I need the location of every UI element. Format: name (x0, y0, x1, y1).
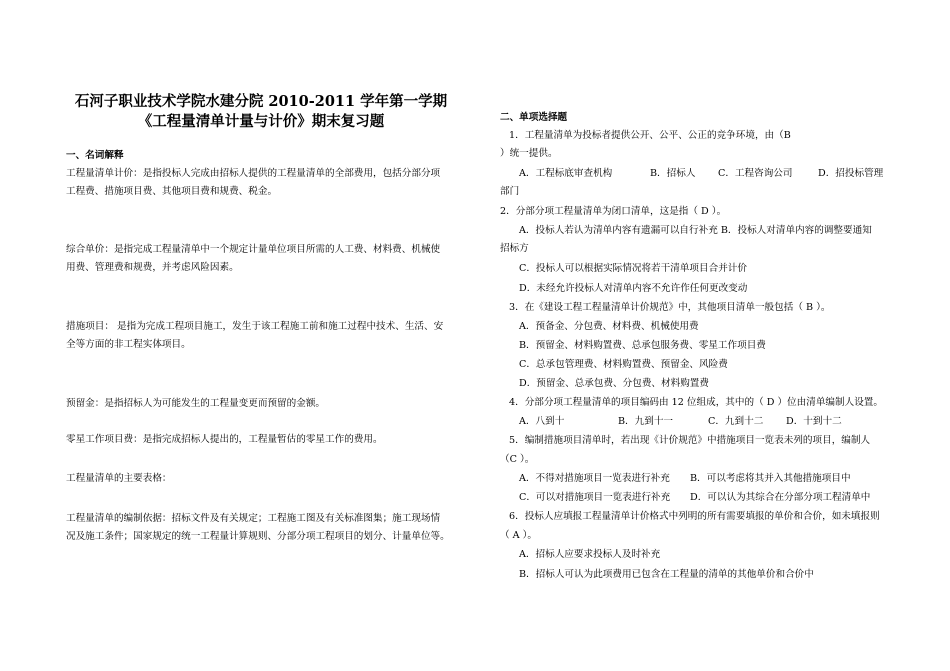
question-stem: （ A ）。 (500, 530, 538, 541)
document-subtitle: 《工程量清单计量与计价》期末复习题 (137, 113, 385, 130)
question-stem: 6．投标人应填报工程量清单计价格式中列明的所有需要填报的单价和合价，如未填报则 (509, 511, 880, 522)
option-b: B．招标人可认为此项费用已包含在工程量的清单的其他单价和合价中 (519, 569, 814, 580)
option-c: C．九到十二 (708, 416, 764, 427)
option-d: D．招投标管理 (818, 168, 884, 179)
option-c: C．投标人可以根据实际情况将若干清单项目合并计价 (519, 263, 747, 274)
option-d: D．预留金、总承包费、分包费、材料购置费 (519, 378, 709, 389)
option-continued: 招标方 (500, 243, 529, 254)
section-heading: 一、名词解释 (66, 150, 124, 161)
section-heading: 二、单项选择题 (500, 112, 568, 123)
paragraph-line: 综合单价：是指完成工程量清单中一个规定计量单位项目所需的人工费、材料费、机械使 (66, 244, 441, 255)
document-title: 石河子职业技术学院水建分院 2010-2011 学年第一学期 (74, 93, 448, 110)
paragraph-line: 况及施工条件；国家规定的统一工程量计算规则、分部分项工程项目的划分、计量单位等。 (66, 531, 450, 542)
question-stem: （C ）。 (500, 454, 535, 465)
option-a: A．不得对措施项目一览表进行补充 (519, 473, 670, 484)
option-c: C．工程咨询公司 (718, 168, 793, 179)
option-b: B．预留金、材料购置费、总承包服务费、零星工作项目费 (519, 340, 766, 351)
option-a: A．预备金、分包费、材料费、机械使用费 (519, 321, 699, 332)
option-d: D．未经允许投标人对清单内容不允许作任何更改变动 (519, 283, 748, 294)
option-b: B．九到十一 (618, 416, 674, 427)
paragraph-line: 零星工作项目费：是指完成招标人提出的，工程量暂估的零星工作的费用。 (66, 434, 383, 445)
option-a: A．八到十 (519, 416, 565, 427)
paragraph-line: 工程量清单计价：是指投标人完成由招标人提供的工程量清单的全部费用，包括分部分项 (66, 168, 441, 179)
paragraph-line: 工程费、措施项目费、其他项目费和规费、税金。 (66, 186, 278, 197)
option-continued: 部门 (500, 186, 520, 197)
question-stem: 1．工程量清单为投标者提供公开、公平、公正的竞争环境，由（B (509, 130, 791, 141)
option-c: C．可以对措施项目一览表进行补充 (519, 492, 671, 503)
option-a-b: A．投标人若认为清单内容有遗漏可以自行补充 B．投标人对清单内容的调整要通知 (519, 225, 872, 236)
paragraph-line: 工程量清单的编制依据：招标文件及有关规定；工程施工图及有关标准图集；施工现场情 (66, 513, 441, 524)
option-d: D．十到十二 (786, 416, 842, 427)
question-stem: 3．在《建设工程工程量清单计价规范》中，其他项目清单一般包括（ B ）。 (509, 302, 831, 313)
option-b: B．可以考虑将其并入其他措施项目中 (690, 473, 851, 484)
question-stem: 5．编制措施项目清单时，若出现《计价规范》中措施项目一览表未列的项目，编制人 (509, 435, 871, 446)
option-a: A．招标人应要求投标人及时补充 (519, 549, 661, 560)
paragraph-line: 全等方面的非工程实体项目。 (66, 339, 191, 350)
option-c: C．总承包管理费、材料购置费、预留金、风险费 (519, 359, 728, 370)
question-stem: 2．分部分项工程量清单为闭口清单，这是指（ D ）。 (500, 206, 727, 217)
option-a: A．工程标底审查机构 (519, 168, 613, 179)
paragraph-line: 预留金：是指招标人为可能发生的工程量变更而预留的金额。 (66, 398, 326, 409)
option-d: D．可以认为其综合在分部分项工程清单中 (690, 492, 871, 503)
paragraph-line: 工程量清单的主要表格： (66, 473, 172, 484)
paragraph-line: 措施项目： 是指为完成工程项目施工，发生于该工程施工前和施工过程中技术、生活、安 (66, 321, 444, 332)
question-stem: 4．分部分项工程量清单的项目编码由 12 位组成，其中的（ D ）位由清单编制人设置。 (509, 397, 883, 408)
option-b: B．招标人 (650, 168, 696, 179)
question-stem: ）统一提供。 (500, 148, 558, 159)
paragraph-line: 用费、管理费和规费，并考虑风险因素。 (66, 262, 239, 273)
